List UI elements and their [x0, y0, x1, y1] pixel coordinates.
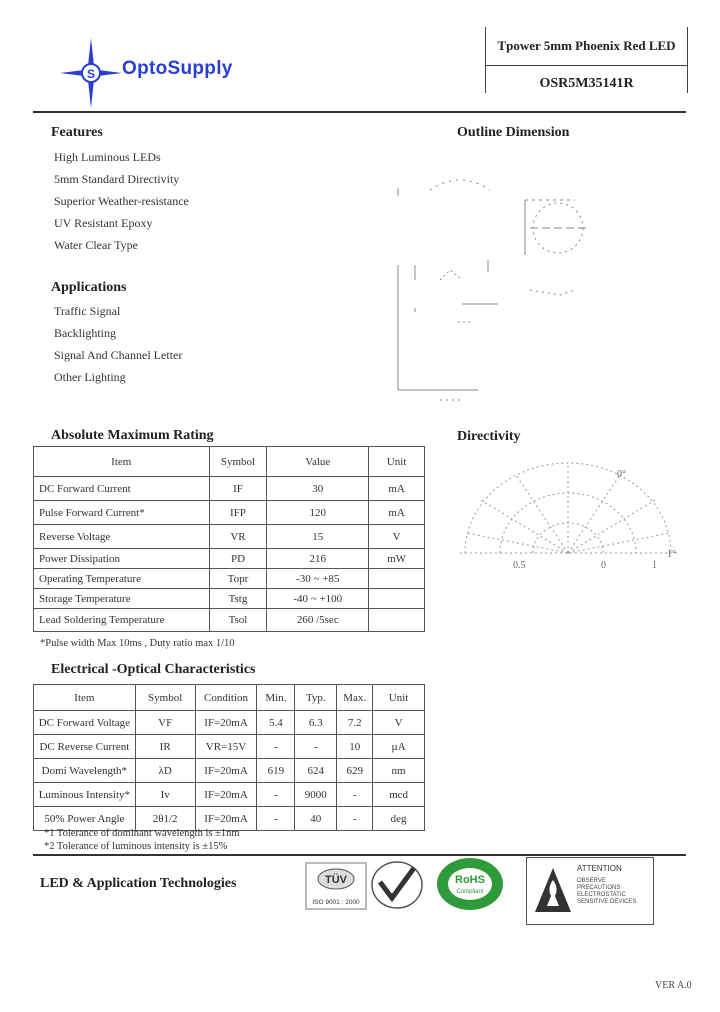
- cell: 2θ1/2: [135, 807, 195, 831]
- esd-attention-label: [526, 857, 654, 925]
- svg-text:S: S: [86, 67, 96, 81]
- cell: 619: [257, 759, 295, 783]
- cell: -: [295, 735, 337, 759]
- cell: 5.4: [257, 711, 295, 735]
- cell: V: [373, 711, 425, 735]
- table-row: [34, 549, 425, 569]
- quality-check-icon: [370, 860, 424, 910]
- cell: IF=20mA: [195, 759, 257, 783]
- application-item: Backlighting: [54, 326, 116, 340]
- table-row: [34, 735, 425, 759]
- cell: 260 /5sec: [267, 609, 369, 632]
- cell: -: [337, 783, 373, 807]
- cell: deg: [373, 807, 425, 831]
- header-cell: Item: [34, 447, 210, 477]
- application-item: Signal And Channel Letter: [54, 348, 183, 362]
- attention-body: OBSERVE PRECAUTIONS ELECTROSTATIC SENSITIVE DEVICES: [577, 878, 637, 905]
- footer-title: LED & Application Technologies: [40, 876, 237, 891]
- cell: mcd: [373, 783, 425, 807]
- cell: Iv: [135, 783, 195, 807]
- header-cell: Max.: [337, 685, 373, 711]
- eoc-table: [33, 684, 425, 831]
- cell: 9000: [295, 783, 337, 807]
- application-item: Other Lighting: [54, 370, 126, 384]
- scale-label-mid: 0: [601, 560, 606, 571]
- polar-grid: [460, 463, 677, 553]
- angle-label-right: 1°: [667, 549, 676, 560]
- svg-text:RoHS: RoHS: [455, 874, 485, 886]
- cell: IR: [135, 735, 195, 759]
- angle-label-top: 0°: [617, 469, 626, 480]
- cell: IF: [209, 477, 267, 501]
- feature-item: UV Resistant Epoxy: [54, 216, 153, 230]
- outline-drawing: [390, 160, 590, 405]
- cell: Pulse Forward Current*: [34, 501, 210, 525]
- cell: [369, 589, 425, 609]
- feature-item: 5mm Standard Directivity: [54, 172, 180, 186]
- cell: PD: [209, 549, 267, 569]
- feature-item: Superior Weather-resistance: [54, 194, 189, 208]
- cell: 629: [337, 759, 373, 783]
- header-cell: Min.: [257, 685, 295, 711]
- header-divider: [33, 111, 686, 113]
- cell: -: [257, 735, 295, 759]
- rohs-compliance-icon: [435, 856, 505, 912]
- table-header-row: [34, 685, 425, 711]
- cell: 6.3: [295, 711, 337, 735]
- cell: Luminous Intensity*: [34, 783, 136, 807]
- feature-item: High Luminous LEDs: [54, 150, 161, 164]
- cell: Tsol: [209, 609, 267, 632]
- directivity-heading: Directivity: [457, 429, 521, 444]
- cell: Operating Temperature: [34, 569, 210, 589]
- table-row: [34, 525, 425, 549]
- cell: [369, 569, 425, 589]
- header-cell: Unit: [369, 447, 425, 477]
- product-title: Tpower 5mm Phoenix Red LED: [497, 38, 676, 53]
- star-logo-icon: [60, 38, 122, 108]
- version-label: VER A.0: [655, 980, 692, 991]
- table-row: [34, 477, 425, 501]
- cell: 7.2: [337, 711, 373, 735]
- table-header-row: [34, 447, 425, 477]
- table-row: [34, 609, 425, 632]
- part-number: OSR5M35141R: [539, 76, 634, 91]
- header-cell: Condition: [195, 685, 257, 711]
- scale-label-right: 1: [652, 560, 657, 571]
- cell: IFP: [209, 501, 267, 525]
- svg-text:TÜV: TÜV: [325, 874, 347, 886]
- cell: IF=20mA: [195, 711, 257, 735]
- cell: -: [257, 807, 295, 831]
- table-row: [34, 759, 425, 783]
- cell: IF=20mA: [195, 807, 257, 831]
- cell: 216: [267, 549, 369, 569]
- table-row: [34, 807, 425, 831]
- amr-heading: Absolute Maximum Rating: [51, 428, 214, 443]
- cell: 30: [267, 477, 369, 501]
- cell: Storage Temperature: [34, 589, 210, 609]
- cell: VR: [209, 525, 267, 549]
- cell: -: [257, 783, 295, 807]
- cell: V: [369, 525, 425, 549]
- title-box: [485, 27, 688, 93]
- scale-label-left: 0.5: [513, 560, 526, 571]
- attention-heading: ATTENTION: [577, 864, 622, 873]
- eoc-heading: Electrical -Optical Characteristics: [51, 662, 256, 677]
- applications-heading: Applications: [51, 280, 127, 295]
- tuv-iso-text: ISO 9001 : 2000: [312, 899, 360, 906]
- cell: 15: [267, 525, 369, 549]
- cell: -30 ~ +85: [267, 569, 369, 589]
- cell: VF: [135, 711, 195, 735]
- cell: DC Forward Current: [34, 477, 210, 501]
- cell: Topr: [209, 569, 267, 589]
- esd-warning-icon: [533, 866, 573, 916]
- amr-table: [33, 446, 425, 632]
- cell: Domi Wavelength*: [34, 759, 136, 783]
- table-row: [34, 569, 425, 589]
- table-row: [34, 589, 425, 609]
- header-cell: Item: [34, 685, 136, 711]
- eoc-note-1: *1 Tolerance of dominant wavelength is ±1nm: [44, 828, 240, 839]
- header-cell: Typ.: [295, 685, 337, 711]
- brand-name: OptoSupply: [122, 58, 233, 79]
- cell: Reverse Voltage: [34, 525, 210, 549]
- cell: [369, 609, 425, 632]
- header-cell: Symbol: [135, 685, 195, 711]
- svg-text:Compliant: Compliant: [456, 889, 484, 895]
- cell: mW: [369, 549, 425, 569]
- cell: -: [337, 807, 373, 831]
- cell: Lead Soldering Temperature: [34, 609, 210, 632]
- table-row: [34, 783, 425, 807]
- cell: nm: [373, 759, 425, 783]
- cell: 40: [295, 807, 337, 831]
- header-cell: Symbol: [209, 447, 267, 477]
- cell: DC Forward Voltage: [34, 711, 136, 735]
- tuv-cert-icon: [305, 862, 367, 910]
- cell: 50% Power Angle: [34, 807, 136, 831]
- table-row: [34, 711, 425, 735]
- cell: 624: [295, 759, 337, 783]
- cell: 120: [267, 501, 369, 525]
- cell: Power Dissipation: [34, 549, 210, 569]
- eoc-note-2: *2 Tolerance of luminous intensity is ±15%: [44, 841, 228, 852]
- outline-heading: Outline Dimension: [457, 125, 570, 140]
- cell: mA: [369, 501, 425, 525]
- table-row: [34, 501, 425, 525]
- cell: -40 ~ +100: [267, 589, 369, 609]
- amr-note: *Pulse width Max 10ms , Duty ratio max 1/10: [40, 638, 235, 649]
- feature-item: Water Clear Type: [54, 238, 138, 252]
- header-cell: Value: [267, 447, 369, 477]
- cell: Tstg: [209, 589, 267, 609]
- cell: µA: [373, 735, 425, 759]
- header-cell: Unit: [373, 685, 425, 711]
- cell: λD: [135, 759, 195, 783]
- footer-divider: [33, 854, 686, 856]
- cell: IF=20mA: [195, 783, 257, 807]
- cell: VR=15V: [195, 735, 257, 759]
- cell: 10: [337, 735, 373, 759]
- cell: mA: [369, 477, 425, 501]
- cell: DC Reverse Current: [34, 735, 136, 759]
- features-heading: Features: [51, 125, 103, 140]
- directivity-polar-chart: [455, 455, 685, 575]
- application-item: Traffic Signal: [54, 304, 121, 318]
